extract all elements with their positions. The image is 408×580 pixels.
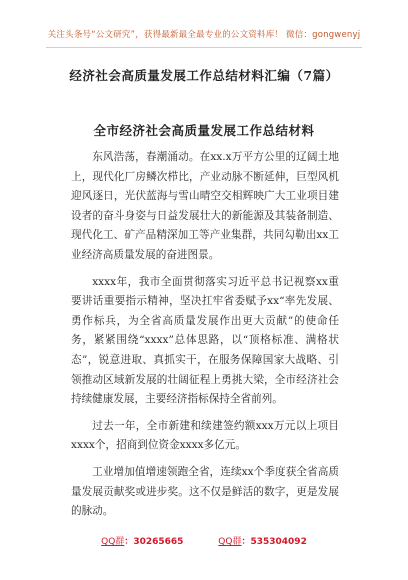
body-paragraph: 工业增加值增速领跑全省，连续xx个季度获全省高质量发展贡献奖或进步奖。这不仅是鲜活的数字，更是发展的脉动。 — [71, 465, 339, 518]
footer-qq-group-2 — [218, 537, 307, 547]
qq-group-label: QQ群 — [218, 537, 242, 547]
body-paragraph: xxxx年，我市全面贯彻落实习近平总书记视察xx重要讲话重要指示精神，坚决扛牢省委赋予xx“率先发展、勇作标兵，为全省高质量发展作出更大贡献”的使命任务，紧紧围绕“xxxx”总体思路，以“顶格标准、满格状态”，锐意进取、真抓实干，在服务保障国家大战略、引领推动区域新发展的壮阔征程上勇挑大梁，全市经济社会持续健康发展，主要经济指标保持全省前列。 — [71, 275, 339, 406]
footer-contact — [0, 534, 408, 547]
body-paragraph: 东风浩荡，春潮涌动。在xx.x万平方公里的辽阔土地上，现代化厂房鳞次栉比，产业动脉不断延伸，巨型风机迎风逐日，光伏蓝海与雪山晴空交相辉映广大工业项目建设者的奋斗身姿与日益发展壮大的新能源及其装备制造、现代化工、矿产品精深加工等产业集群，共同勾勒出xx工业经济高质量发展的奋进图景。 — [71, 151, 339, 261]
qq-group-number: ：535304092 — [241, 537, 307, 547]
qq-group-label: QQ群 — [101, 537, 125, 547]
header-promo-note: 关注头条号“公文研究”，获得最新最全最专业的公文资料库！ 微信：gongwenyj — [47, 30, 361, 40]
header-divider — [46, 47, 362, 48]
document-title: 经济社会高质量发展工作总结材料汇编（7篇） — [69, 68, 339, 83]
document-body — [71, 148, 339, 529]
section-title: 全市经济社会高质量发展工作总结材料 — [93, 123, 315, 138]
body-paragraph: 过去一年，全市新建和续建签约额xxx万元以上项目xxxx个，招商到位资金xxxx多亿元。 — [71, 419, 339, 452]
qq-group-number: ：30265665 — [124, 537, 184, 547]
footer-qq-group-1 — [101, 537, 183, 547]
